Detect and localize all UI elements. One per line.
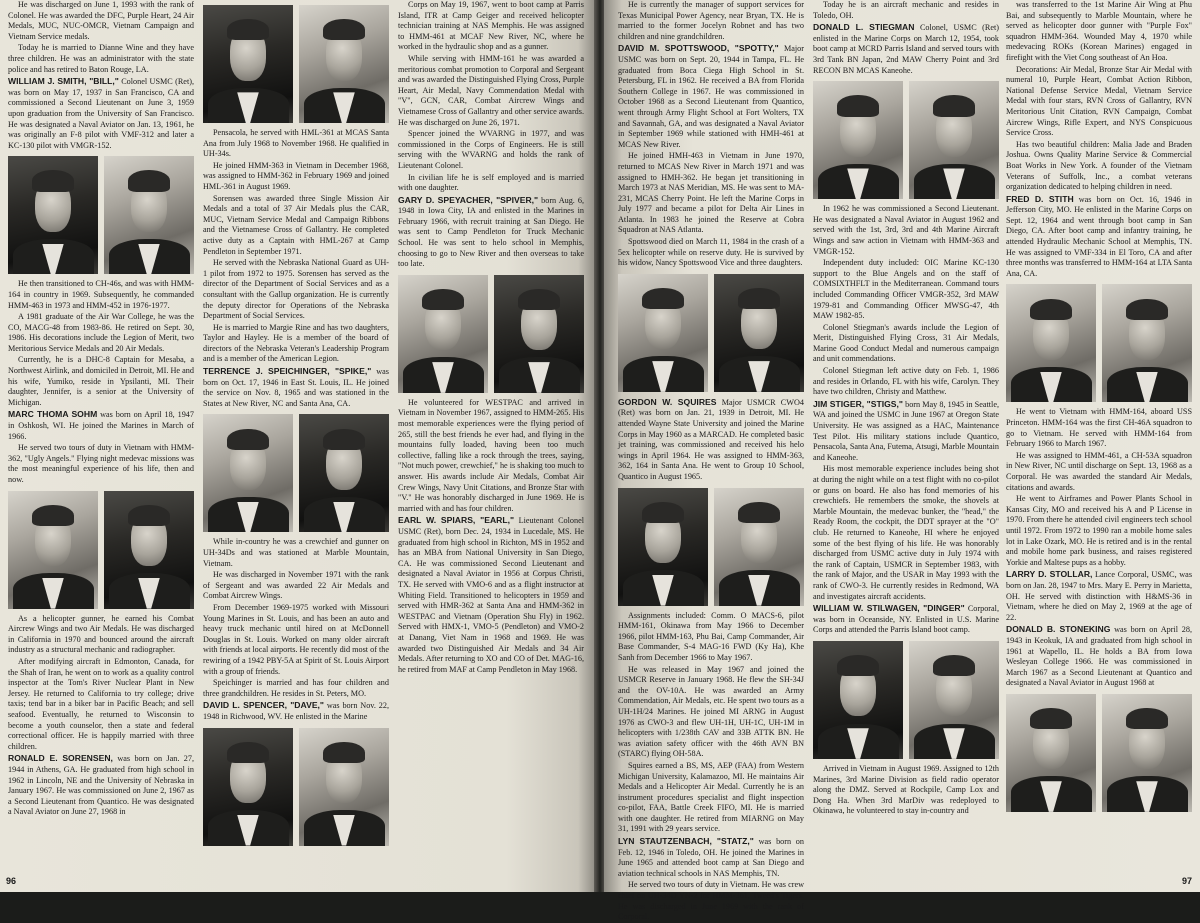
biography-text: was born on Jan. 27, 1944 in Athens, GA. He graduated from high school in 1962 in Lincoln, NE and the University of Nebraska in January 1967. He was commissioned on June 2, 1967 as a Second Lieutenant from Quantico. He was designated a Naval Aviator on June 27, 1968 in — [8, 754, 194, 817]
biography-paragraph: He went to Vietnam with HMM-164, aboard USS Princeton. HMM-164 was the first CH-46A squadron to go to Vietnam. He served with HMM-164 from February 1966 to March 1967. — [1006, 407, 1192, 449]
portrait-photo — [8, 491, 98, 609]
biography-paragraph: He joined HMM-363 in Vietnam in December 1968, was assigned to HMM-362 in February 1969 and joined HML-361 in August 1969. — [203, 160, 389, 191]
biography-text: Major USMCR CWO4 (Ret) was born on Jan. 21, 1939 in Detroit, MI. He attended Wayne State University and joined the Marine Corps in May 1960 as a MARCAD. He completed basic jet training, was commissioned and received his helo wings in April 1964. He was assigned to HMM-363, 362, 164 in Santa Ana. He went to Group 10 School, Quantico in August 1965. — [618, 397, 804, 481]
portrait-photo — [813, 81, 903, 199]
portrait-pair — [398, 275, 584, 393]
portrait-photo — [1102, 694, 1192, 812]
veteran-name: TERRENCE J. SPEICHINGER, "SPIKE," — [203, 366, 372, 377]
portrait-photo — [1006, 284, 1096, 402]
veteran-name: EARL W. SPIARS, "EARL," — [398, 515, 515, 526]
right-column-3 — [1006, 0, 1192, 880]
portrait-pair — [8, 156, 194, 274]
veteran-name: GORDON W. SQUIRES — [618, 396, 717, 407]
biography-text: Lieutenant Colonel USMC (Ret), born Dec. 24, 1934 in Lucedale, MS. He graduated from high school in Richton, MS in 1952 and has an MBA from National University in San Diego, CA. He was commissioned Second Lieutenant and designated a Naval Aviator in 1956 at Corpus Christi, TX. He served with VMO-6 and as a flight instructor at Whiting Field. Transitioned to helicopters in 1959 and served with HMR-362 at Santa Ana and HMM-362 in WESTPAC and Vietnam (Operation Shu Fly) in 1962. Served with HMX-1, VMO-5 (Pendleton) and VMO-2 at Danang, Viet Nam in 1968 and 1969. He was awarded two Distinguished Air Medals and 34 Air Medals. After returning to XO and CO of Det. MAG-16, he retired from MAF at Camp Pendleton in May 1968. — [398, 516, 584, 674]
biography-text: was born on Oct. 17, 1946 in East St. Louis, IL. He joined the service on Nov. 8, 1965 and was stationed in the States at New River, NC and Santa Ana, CA. — [203, 367, 389, 408]
biography-entry — [398, 195, 584, 270]
biography-text: Colonel, USMC (Ret) enlisted in the Marine Corps on March 12, 1954, took boot camp at MCRD Parris Island and served tours with 3rd Tank BN Japan, 2nd MAW Cherry Point and 3rd RECON BN MCAS Kaneohe. — [813, 23, 999, 75]
biography-entry — [618, 43, 804, 150]
biography-paragraph: Sorensen was awarded three Single Mission Air Medals and a total of 37 Air Medals plus the CAR, MUC, Vietnam Service Medal and Campaign Ribbons and the Vietnamese Cross of Gallantry. He completed active duty as a Captain with HML-267 at Camp Pendleton in September 1971. — [203, 193, 389, 256]
biography-entry — [1006, 569, 1192, 623]
biography-paragraph: Today he is married to Dianne Wine and they have three children. He was an administrator with the state police and has retired to Baton Rouge, LA. — [8, 43, 194, 74]
biography-paragraph: Decorations: Air Medal, Bronze Star Air Medal with numeral 10, Purple Heart, Combat Action Ribbon, National Defense Service Medal, Vietnam Service Medal with four stars, RVN Cross of Gallantry, RVN Meritorious Unit Citation, RVN Campaign, Combat Aircrew Wings, Rifle Expert, and NYS Conspicuous Service Cross. — [1006, 64, 1192, 138]
biography-text: was born on April 18, 1947 in Oshkosh, WI. He joined the Marines in March of 1966. — [8, 410, 194, 441]
biography-paragraph: After modifying aircraft in Edmonton, Canada, for the Shah of Iran, he went on to work as a quality control inspector at the Tom's River Nuclear Plant in New Jersey. He returned to California to try college; drive taxis; tend bar in a biker bar in Pacific Beach; and sell seafood. Eventually, he returned to Wisconsin to become a youth counselor, then a state and federal correctional officer. He is happily married with three children. — [8, 656, 194, 751]
biography-paragraph: Today he is an aircraft mechanic and resides in Toledo, OH. — [813, 0, 999, 20]
portrait-photo — [203, 728, 293, 846]
veteran-name: WILLIAM J. SMITH, "BILL," — [8, 76, 119, 87]
biography-text: was born Nov. 22, 1948 in Richwood, WV. He enlisted in the Marine — [203, 701, 389, 721]
portrait-photo — [104, 491, 194, 609]
biography-entry — [813, 22, 999, 76]
portrait-photo — [813, 641, 903, 759]
biography-paragraph: Pensacola, he served with HML-361 at MCAS Santa Ana from July 1968 to November 1968. He qualified in UH-34s. — [203, 128, 389, 159]
biography-paragraph: In 1962 he was commissioned a Second Lieutenant. He was designated a Naval Aviator in August 1962 and served with the 1st, 3rd, 3rd and 4th Marine Aircraft Wings and saw action in Vietnam with HMM-363 and VMGR-152. — [813, 204, 999, 256]
biography-entry — [398, 515, 584, 675]
veteran-name: DAVID M. SPOTTSWOOD, "SPOTTY," — [618, 43, 779, 54]
portrait-photo — [909, 81, 999, 199]
biography-text: Lance Corporal, USMC, was born on Jan. 28, 1947 to Mrs. Mary E. Perry in Marietta, OH. He served with distinction with H&MS-36 in Vietnam, where he died on May 2, 1969 at the age of 22. — [1006, 570, 1192, 622]
veteran-name: DONALD L. STIEGMAN — [813, 22, 915, 33]
biography-paragraph: was transferred to the 1st Marine Air Wing at Phu Bai, and subsequently to Marble Mountain, where he served as helicopter door gunner with "Purple Fox" squadron HMM-364. Wounded May 4, 1970 while medevacing ROKs (Korean Marines) engaged in firefight with the Viet Cong southeast of An Hoa. — [1006, 0, 1192, 62]
portrait-pair — [618, 274, 804, 392]
biography-text: Corporal, was born in Oceanside, NY. Enlisted in U.S. Marine Corps and attended the Parris Island boot camp. — [813, 604, 999, 635]
biography-entry — [8, 76, 194, 151]
biography-paragraph: He went to Airframes and Power Plants School in Kansas City, MO and received his A and P License in 1970. From there he attended civil engineers tech school until 1972. From 1972 to 1990 ran a mobile home sales lot in Lake Ozark, MO. He is retired and is in the rental and mobile home park business, and raises registered Yorkie and Maltese pups as a hobby. — [1006, 494, 1192, 567]
biography-paragraph: Spencer joined the WVARNG in 1977, and was commissioned in the Corps of Engineers. He is still serving with the WVARNG and holds the rank of Lieutenant Colonel. — [398, 129, 584, 170]
veteran-name: LARRY D. STOLLAR, — [1006, 569, 1093, 580]
biography-paragraph: While serving with HMM-161 he was awarded a meritorious combat promotion to Corporal and Sergeant and was awarded the Distinguished Flying Cross, Purple Heart, Air Medal, Navy Commendation Medal with "V", GCN, CAR, Combat Aircrew Wings and Vietnamese Cross of Gallantry and other service awards. He was discharged on June 26, 1971. — [398, 53, 584, 127]
biography-entry — [203, 700, 389, 722]
portrait-photo — [618, 274, 708, 392]
portrait-photo — [618, 488, 708, 606]
biography-entry — [813, 399, 999, 464]
portrait-photo — [494, 275, 584, 393]
portrait-photo — [299, 414, 389, 532]
right-page — [604, 0, 1200, 922]
biography-paragraph: He is currently the manager of support services for Texas Municipal Power Agency, near Bryan, TX. He is married to the former Jocelyn Robnet and has two children and nine grandchildren. — [618, 0, 804, 41]
veteran-name: DONALD B. STONEKING — [1006, 624, 1111, 635]
portrait-photo — [714, 488, 804, 606]
veteran-name: RONALD E. SORENSEN, — [8, 753, 113, 764]
biography-paragraph: Has two beautiful children: Malia Jade and Braden Joshua. Owns Quality Marine Service & Commercial Boat Works in New York. A founder of the Vietnam Veterans of Suffolk, Inc., a combat veterans organization dedicated to helping children in need. — [1006, 139, 1192, 192]
portrait-pair — [203, 728, 389, 846]
biography-paragraph: He then transitioned to CH-46s, and was with HMM-164 in country in 1969. Subsequently, he commanded HMM-463 in 1973 and HMM-452 in 1976-1977. — [8, 279, 194, 310]
veteran-name: LYN STAUTZENBACH, "STATZ," — [618, 836, 754, 847]
biography-paragraph: He served with the Nebraska National Guard as UH-1 pilot from 1972 to 1975. Sorensen has served as the director of the Department of Social Services and as a consultant with the Gallup organization. He is currently the deputy director for Operations of the Nebraska Department of Social Services. — [203, 258, 389, 321]
veteran-name: JIM STIGER, "STIGS," — [813, 398, 903, 409]
biography-text: born May 8, 1945 in Seattle, WA and joined the USMC in June 1967 at Oregon State University. He was assigned as a HAC, Maintenance Test Pilot. His military stations include Quantico, Pensacola, Santa Ana, Futema, Atsugi, Marble Mountain and Kaneohe. — [813, 399, 1000, 462]
biography-entry — [1006, 194, 1192, 280]
veteran-name: FRED D. STITH — [1006, 193, 1074, 204]
biography-paragraph: He was discharged on June 1, 1993 with the rank of Colonel. He was awarded the DFC, Purple Heart, 24 Air Medals, MUC, NUC-OMCR, Vietnam Campaign and Vietnam Service medals. — [8, 0, 194, 41]
portrait-pair — [203, 414, 389, 532]
biography-paragraph: Speichinger is married and has four children and three grandchildren. He resides in St. Peters, MO. — [203, 678, 389, 698]
portrait-pair — [813, 81, 999, 199]
biography-paragraph: Colonel Stiegman's awards include the Legion of Merit, Distinguished Flying Cross, 31 Air Medals, Marine Good Conduct Medal and numerous campaign and unit commendations. — [813, 322, 999, 364]
biography-text: Major USMC was born on Sept. 20, 1944 in Tampa, FL. He graduated from Boca Ciega High School in St. Petersburg, FL in 1962. He received a BA from Florida Southern College in 1967. He was commissioned in October 1968 as a Second Lieutenant from Quantico, went through Army Flight School at Fort Wolters, TX and Savannah, GA, and was designated a Naval Aviator in September 1969 while stationed with HMH-461 at MCAS New River. — [618, 44, 804, 149]
biography-paragraph: He joined HMH-463 in Vietnam in June 1970, returned to MCAS New River in March 1971 and was assigned to HMH-362. He began jet transitioning in March 1973 at NAS Meridian, MS. He was sent to MA-231, MCAS Cherry Point. He left the Marine Corps in July 1977 and became a pilot for Delta Air Lines in Atlanta. In 1983 he joined the Reserve at Cobra Squadron at NAS Atlanta. — [618, 151, 804, 235]
biography-paragraph: Independent duty included: OIC Marine KC-130 support to the Blue Angels and on the staff of COMSIXTHFLT in the Mediterranean. Command tours included Commanding Officer VMGR-352, 3rd MAW 1979-81 and Commanding Officer MWSG-47, 4th MAW 1982-85. — [813, 258, 999, 321]
portrait-photo — [909, 641, 999, 759]
biography-paragraph: Squires earned a BS, MS, AEP (FAA) from Western Michigan University, Kalamazoo, MI. He maintains Air Medals and a Helicopter Air Medal. Currently he is an instrument procedures specialist and flight inspection co-pilot, FAA, Battle Creek FIFO, MI. He is married with one daughter. He retired from MIARNG on May 31, 1991 with 29 years service. — [618, 760, 804, 834]
portrait-pair — [1006, 694, 1192, 812]
biography-entry — [8, 753, 194, 818]
portrait-pair — [8, 491, 194, 609]
left-page — [0, 0, 596, 892]
biography-entry — [203, 366, 389, 409]
biography-entry — [1006, 624, 1192, 689]
left-column-2 — [203, 0, 389, 880]
biography-paragraph: He served two tours of duty in Vietnam with HMM-362, "Ugly Angels." Flying night medevac missions was the most meaningful experience of his life, then and now. — [8, 443, 194, 484]
biography-text: was born on Feb. 12, 1946 in Toledo, OH. He joined the Marines in June 1965 and attended boot camp at San Diego and aviation technical schools in NAS Memphis, TN. — [618, 837, 804, 878]
biography-entry — [8, 409, 194, 442]
biography-entry — [618, 836, 804, 879]
right-column-1 — [618, 0, 804, 922]
veteran-name: DAVID L. SPENCER, "DAVE," — [203, 700, 325, 711]
biography-paragraph: A 1981 graduate of the Air War College, he was the CO, MACG-48 from 1983-86. He retired on Sept. 30, 1986. His decorations include the Legion of Merit, two Meritorious Service Medals and 20 Air Medals. — [8, 312, 194, 353]
portrait-photo — [203, 414, 293, 532]
portrait-pair — [203, 5, 389, 123]
portrait-photo — [203, 5, 293, 123]
biography-paragraph: Assignments included: Comm. O MACS-6, pilot HMM-161, Okinawa from May 1966 to December 1966, pilot HMM-163, Phu Bai, Camp Commander, Air Base Commander, S-4 MAG-16 FWD (Ky Ha), Khe Sanh from December 1966 to May 1967. — [618, 610, 804, 662]
biography-text: was born on Oct. 16, 1946 in Jefferson City, MO. He enlisted in the Marine Corps on Sept. 12, 1964 and went through boot camp in San Diego, CA. After boot camp and infantry training, he attended Hydraulic Mechanic School at Memphis, TN. He was assigned to VMF-334 in El Toro, CA and after three months was transferred to HMM-164 at LTA Santa Ana, CA. — [1006, 194, 1192, 278]
portrait-photo — [104, 156, 194, 274]
portrait-photo — [299, 728, 389, 846]
page-number-left: 96 — [6, 876, 17, 886]
portrait-photo — [714, 274, 804, 392]
veteran-name: MARC THOMA SOHM — [8, 409, 98, 420]
biography-text: Colonel USMC (Ret), was born on May 17, 1937 in San Francisco, CA and commissioned a Second Lieutenant on June 3, 1959 upon graduation from the University of San Francisco. He was designated a Naval Aviator on Jan. 13, 1961, he was originally an F-8 pilot with VMF-312 and later a KC-130 pilot with VMGR-152. — [8, 77, 194, 150]
biography-paragraph: He was assigned to HMM-461, a CH-53A squadron in New River, NC until discharge on Sept. 13, 1968 as a Corporal. He was awarded the standard Air Medals, citations and awards. — [1006, 450, 1192, 492]
portrait-photo — [299, 5, 389, 123]
biography-paragraph: Spottswood died on March 11, 1984 in the crash of a 5ex helicopter while on reserve duty. He is survived by his widow, Nancy Spottswood Vice and three daughters. — [618, 237, 804, 268]
portrait-pair — [618, 488, 804, 606]
biography-paragraph: He was released in May 1967 and joined the USMCR Reserve in January 1968. He flew the SH-34J and the OV-10A. He was awarded an Army Commendation, Air Medals, etc. He spent two tours as a UH-1H/24 Marines. He joined MI ARNG in August 1976 as CWO-3 and flew UH-1H, UH-1C, UH-1M in helicopters with 1/238th CAV and 33B ATTK BN. He was aviation safety officer with the 46th AVN BN (STARC) flying OH-58A. — [618, 664, 804, 759]
biography-paragraph: Currently, he is a DHC-8 Captain for Mesaba, a Northwest Airlink, and domiciled in Detroit, MI. He and his wife, Yumiko, reside in Ypsilanti, MI. Their daughter, Jennifer, is a senior at the University of Michigan. — [8, 355, 194, 407]
biography-paragraph: Corps on May 19, 1967, went to boot camp at Parris Island, ITR at Camp Geiger and received helicopter technician training at NAS Memphis. He was assigned to HMM-461 at MCAF New River, NC, where he worked in the hydraulic shop and as a gunner. — [398, 0, 584, 52]
portrait-pair — [813, 641, 999, 759]
portrait-photo — [8, 156, 98, 274]
portrait-pair — [1006, 284, 1192, 402]
biography-entry — [813, 603, 999, 636]
right-column-2 — [813, 0, 999, 880]
portrait-photo — [1102, 284, 1192, 402]
veteran-name: WILLIAM W. STILWAGEN, "DINGER" — [813, 603, 965, 614]
biography-paragraph: In civilian life he is self employed and is married with one daughter. — [398, 172, 584, 193]
biography-paragraph: He is married to Margie Rine and has two daughters, Taylor and Hayley. He is a member of the board of directors of the Nebraska Veteran's Leadership Program and is a member of the American Legion. — [203, 322, 389, 364]
biography-paragraph: He served two tours of duty in Vietnam. He was crew chief on UH-34D YN-2 for HMM-361, Tweed's Tigers. He was discharged in June 1969 with the rank of Corporal. — [618, 880, 804, 922]
biography-text: born Aug. 6, 1948 in Iowa City, IA and enlisted in the Marines in February 1966, with recruit training at San Diego. He was sent to Camp Pendleton for Truck Mechanic School. He was sent to helo school in Memphis, choosing to go to New River and then overseas to take too late. — [398, 195, 584, 269]
biography-paragraph: His most memorable experience includes being shot at during the night while on a test flight with no co-pilot or guns on board. He also has fond memories of his crewchiefs. He remembers the smoke, the shovels at Marble Mountain, the medevac bunker, the "head," the Ready Room, the cockpit, the DDT sprayer at the "O" club. He returned to Kaneohe, HI where he enjoyed some of the best flying of his life. He was honorably discharged from USMC active duty in July 1974 with the rank of Captain, USMCR in September 1983, with the rank of Major, and the USAR in May 1993 with the rank of CWO-3. He currently resides in Redmond, WA and investigates aircraft accidents. — [813, 464, 999, 601]
biography-paragraph: He volunteered for WESTPAC and arrived in Vietnam in November 1967, assigned to HMM-265. His most memorable experiences were the flying period of 265, still the best friends he ever had, and flying in the mountains fully loaded, having been too much collective, falling like a rock through the trees, saying, "Not much power, crewchief," he is shaking too much to answer. His awards include Air Medals, Combat Air Crew Wings, Navy Unit Citations, and Bronze Star with "V." He was honorably discharged in June 1969. He is married with and has four children. — [398, 397, 584, 513]
portrait-photo — [1006, 694, 1096, 812]
portrait-photo — [398, 275, 488, 393]
left-column-1 — [8, 0, 194, 880]
biography-paragraph: From December 1969-1975 worked with Missouri Young Marines in St. Louis, and has been an auto and heavy truck mechanic until hired on at McDonnell Douglas in St. Louis. Worked on many older aircraft with friends at local airports. He recently did most of the rewiring of a 1942 PBY-5A at Spirit of St. Louis Airport with a group of friends. — [203, 603, 389, 676]
biography-text: was born on April 28, 1943 in Keokuk, IA and graduated from high school in 1961 at Wapello, IL. He holds a BA from Iowa Wesleyan College 1966. He was commissioned in March 1967 as a Second Lieutenant at Quantico and designated a Naval Aviator in August 1968 at — [1006, 625, 1192, 688]
page-number-right: 97 — [1181, 876, 1192, 886]
biography-paragraph: While in-country he was a crewchief and gunner on UH-34Ds and was stationed at Marble Mountain, Vietnam. — [203, 537, 389, 568]
biography-paragraph: He was discharged in November 1971 with the rank of Sergeant and was awarded 22 Air Medals and Combat Aircrew Wings. — [203, 570, 389, 601]
biography-paragraph: As a helicopter gunner, he earned his Combat Aircrew Wings and two Air Medals. He was discharged in California in 1970 and bounced around the aircraft industry as a structural mechanic and radiographer. — [8, 613, 194, 655]
left-column-3 — [398, 0, 584, 880]
biography-paragraph: Arrived in Vietnam in August 1969. Assigned to 12th Marines, 3rd Marine Division as field radio operator along the DMZ. Served at Rockpile, Camp Lox and Dong Ha. When 3rd MarDiv was redeployed to Okinawa, he volunteered to stay in-country and — [813, 763, 999, 816]
veteran-name: GARY D. SPEYACHER, "SPIVER," — [398, 194, 539, 205]
biography-entry — [618, 397, 804, 483]
biography-paragraph: Colonel Stiegman left active duty on Feb. 1, 1986 and resides in Orlando, FL with his wife, Carolyn. They have two children, Christy and Matthew. — [813, 366, 999, 397]
